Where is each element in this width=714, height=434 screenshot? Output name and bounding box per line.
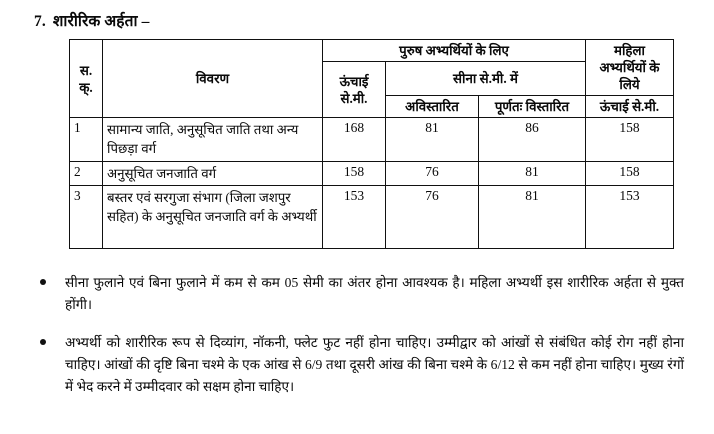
header-chest-group: सीना से.मी. में — [386, 62, 586, 96]
cell-serial-number: 2 — [70, 161, 103, 185]
header-male-height — [323, 62, 386, 118]
header-serial-line2: क्. — [79, 79, 93, 95]
header-male-height-line2: से.मी. — [340, 90, 368, 106]
cell-serial-number: 3 — [70, 185, 103, 248]
table-row — [70, 161, 674, 185]
cell-chest-expanded: 81 — [479, 161, 586, 185]
cell-description: बस्तर एवं सरगुजा संभाग (जिला जशपुर सहित) के अनुसूचित जनजाति वर्ग के अभ्यर्थी — [103, 185, 323, 248]
header-female-group: महिला अभ्यर्थियों के लिये — [586, 40, 674, 96]
physical-qualification-table — [69, 39, 674, 249]
header-serial-number — [70, 40, 103, 118]
cell-female-height: 153 — [586, 185, 674, 248]
notes-list — [34, 272, 684, 414]
cell-chest-unexpanded: 76 — [386, 185, 479, 248]
section-number: 7. — [34, 13, 46, 30]
table-header — [70, 40, 674, 118]
cell-male-height: 153 — [323, 185, 386, 248]
table-row — [70, 118, 674, 162]
cell-chest-unexpanded: 76 — [386, 161, 479, 185]
cell-female-height: 158 — [586, 161, 674, 185]
section-heading — [34, 9, 149, 31]
header-chest-expanded: पूर्णतः विस्तारित — [479, 96, 586, 118]
list-item — [34, 332, 684, 398]
table-body — [70, 118, 674, 249]
cell-male-height: 168 — [323, 118, 386, 162]
list-item-text: सीना फुलाने एवं बिना फुलाने में कम से कम 05 सेमी का अंतर होना आवश्यक है। महिला अभ्यर्थी इस शारीरिक अर्हता से मुक्त होंगी। — [65, 275, 684, 313]
cell-serial-number: 1 — [70, 118, 103, 162]
table-row — [70, 185, 674, 248]
header-description: विवरण — [103, 40, 323, 118]
header-chest-unexpanded: अविस्तारित — [386, 96, 479, 118]
cell-chest-expanded: 86 — [479, 118, 586, 162]
table-header-row-1 — [70, 40, 674, 62]
header-female-height: ऊंचाई से.मी. — [586, 96, 674, 118]
cell-description: अनुसूचित जनजाति वर्ग — [103, 161, 323, 185]
header-male-height-line1: ऊंचाई — [339, 73, 369, 89]
cell-chest-unexpanded: 81 — [386, 118, 479, 162]
cell-female-height: 158 — [586, 118, 674, 162]
bullet-dot-icon — [40, 339, 46, 345]
list-item — [34, 272, 684, 316]
cell-description: सामान्य जाति, अनुसूचित जाति तथा अन्य पिछड़ा वर्ग — [103, 118, 323, 162]
physical-qualification-table-wrapper — [69, 39, 673, 249]
cell-male-height: 158 — [323, 161, 386, 185]
section-title: शारीरिक अर्हता – — [52, 13, 150, 30]
header-male-group: पुरुष अभ्यर्थियों के लिए — [323, 40, 586, 62]
header-serial-line1: स. — [79, 62, 93, 78]
bullet-dot-icon — [40, 279, 46, 285]
list-item-text: अभ्यर्थी को शारीरिक रूप से दिव्यांग, नॉकनी, फ्लेट फुट नहीं होना चाहिए। उम्मीद्वार को आंखों से संबंधित कोई रोग नहीं होना चाहिए। आंखों की दृष्टि बिना चश्मे के एक आंख से 6/9 तथा दूसरी आंख की बिना चश्मे के 6/12 से कम नहीं होना चाहिए। मुख्य रंगों में भेद करने में उम्मीदवार को सक्षम होना चाहिए। — [65, 335, 684, 395]
cell-chest-expanded: 81 — [479, 185, 586, 248]
